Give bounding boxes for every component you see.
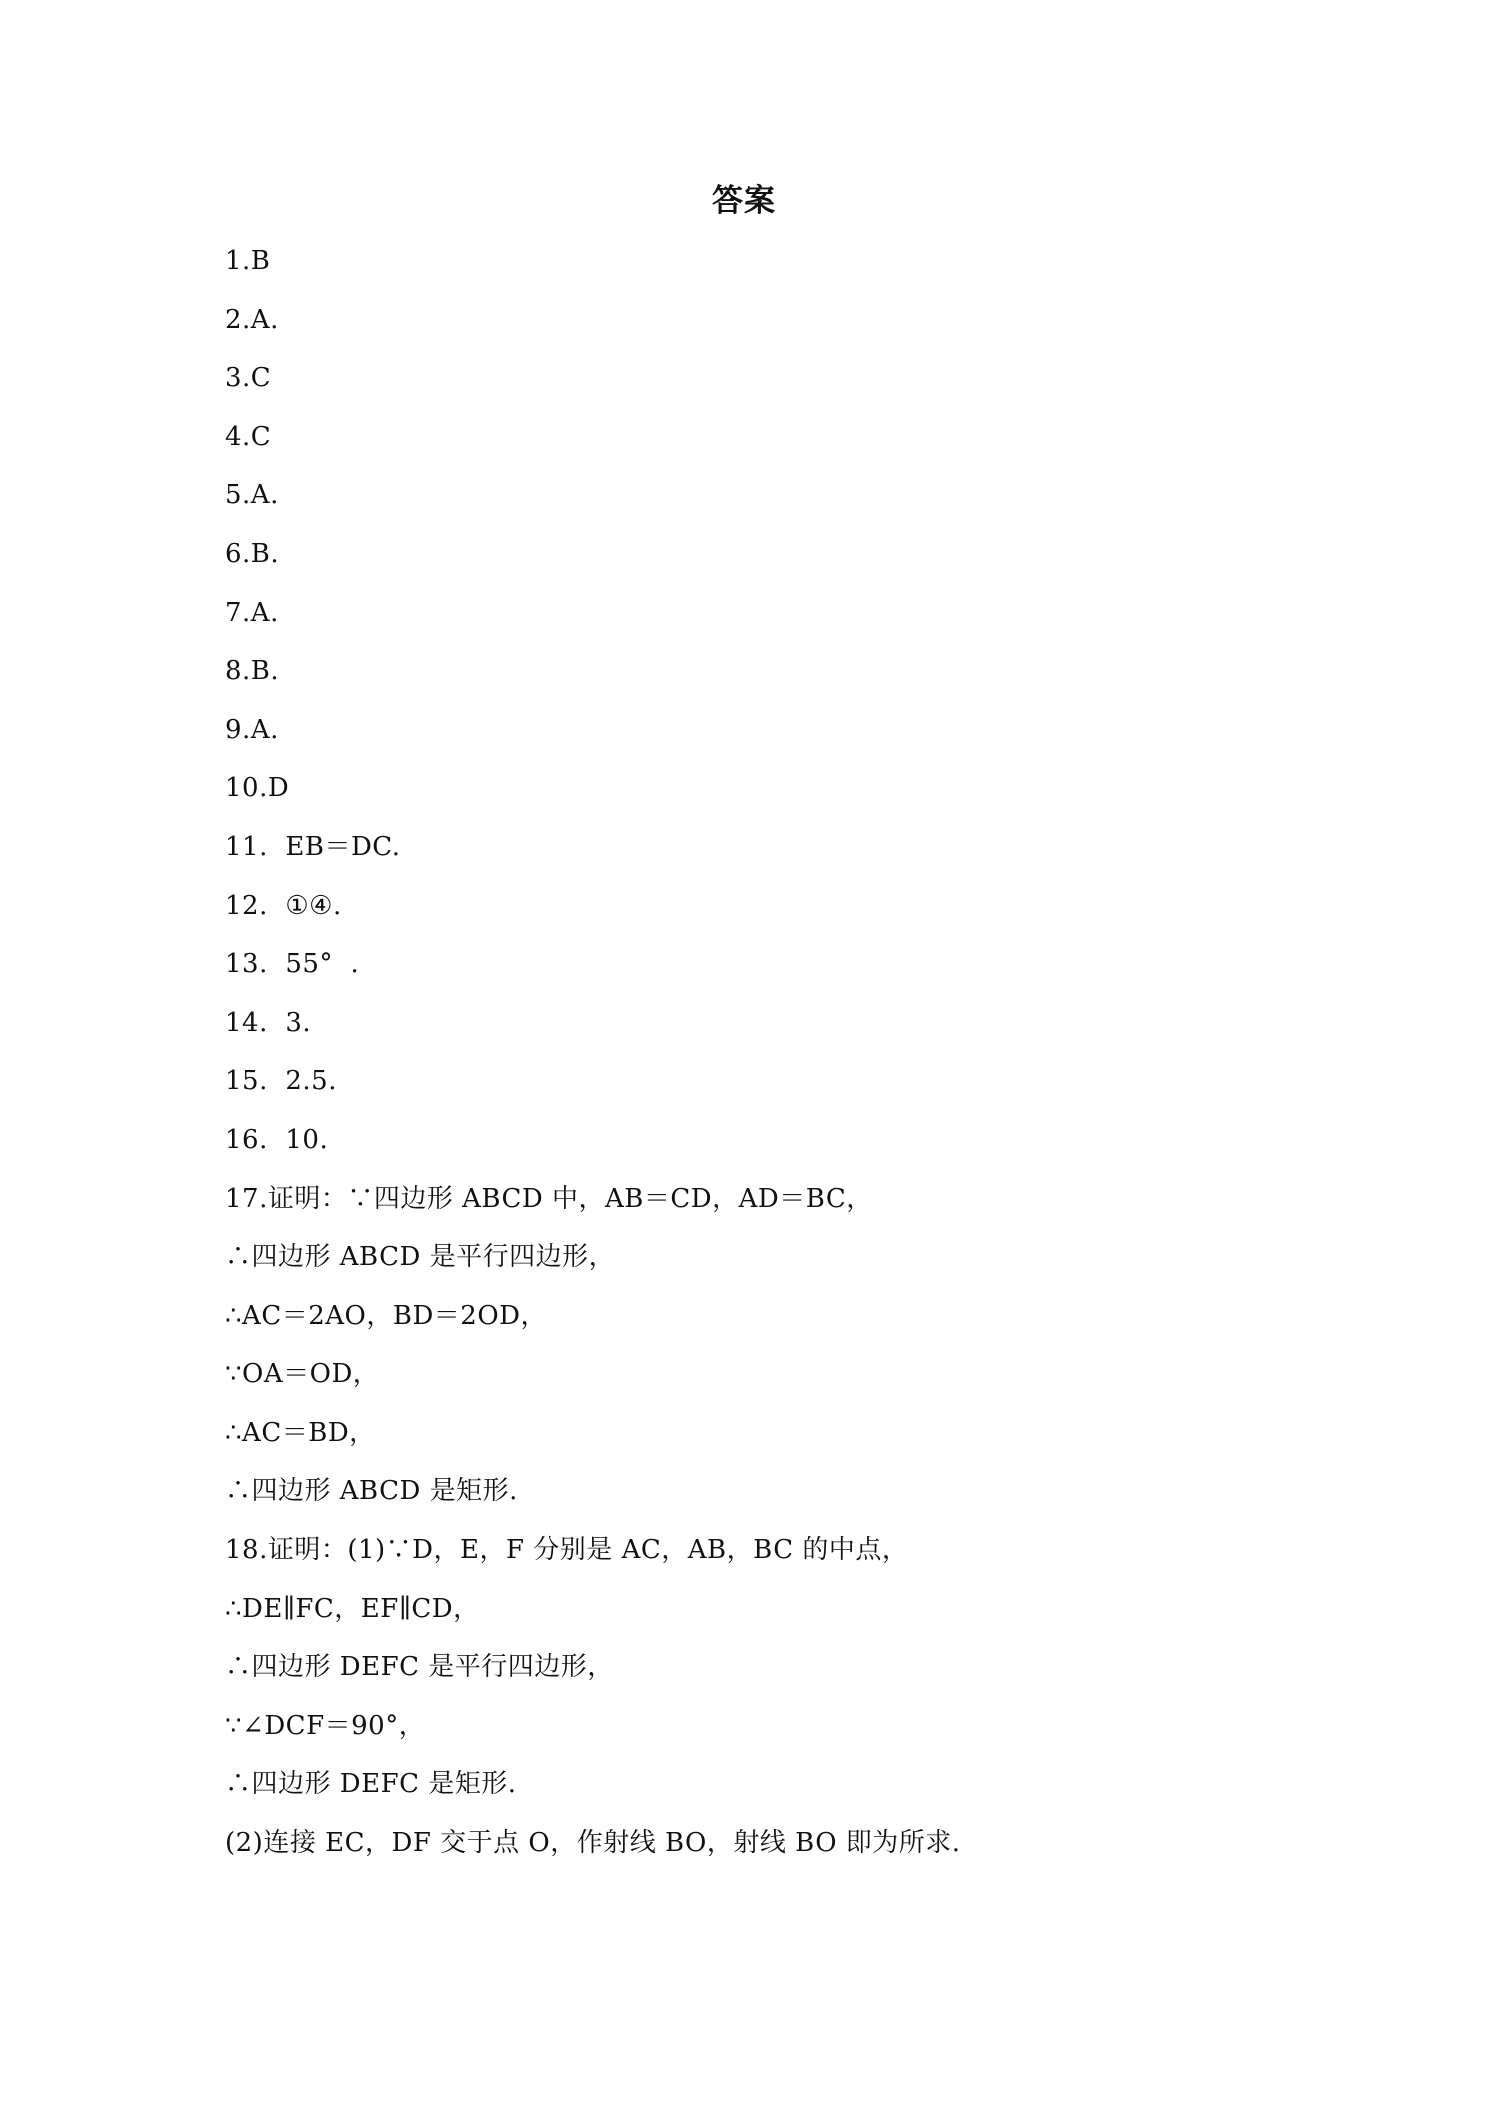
- answer-line: 4.C: [225, 421, 272, 452]
- proof-line: (2)连接 EC，DF 交于点 O，作射线 BO，射线 BO 即为所求.: [225, 1828, 961, 1859]
- answer-line: 15. 2.5.: [225, 1066, 337, 1097]
- proof-line: 17.证明：∵四边形 ABCD 中，AB＝CD，AD＝BC，: [225, 1183, 873, 1214]
- answer-line: 5.A.: [225, 480, 279, 511]
- proof-line: ∴四边形 DEFC 是矩形.: [225, 1769, 517, 1800]
- answer-line: 11. EB＝DC.: [225, 831, 401, 862]
- answer-line: 7.A.: [225, 597, 279, 628]
- answer-line: 6.B.: [225, 538, 280, 569]
- answer-line: 13. 55° .: [225, 949, 360, 980]
- answer-line: 14. 3.: [225, 1007, 312, 1038]
- answer-line: 2.A.: [225, 304, 279, 335]
- answer-line: 10.D: [225, 773, 290, 804]
- proof-line: ∵OA＝OD，: [225, 1359, 380, 1390]
- answer-list: [225, 232, 1305, 1873]
- proof-line: 18.证明：(1)∵D，E，F 分别是 AC，AB，BC 的中点，: [225, 1535, 909, 1566]
- proof-line: ∴四边形 DEFC 是平行四边形，: [225, 1652, 614, 1683]
- answer-line: 3.C: [225, 363, 272, 394]
- proof-line: ∴四边形 ABCD 是平行四边形，: [225, 1242, 616, 1273]
- proof-line: ∵∠DCF＝90°，: [225, 1710, 426, 1741]
- answer-line: 12. ①④.: [225, 890, 342, 921]
- proof-line: ∴AC＝BD，: [225, 1417, 376, 1448]
- answer-line: 1.B: [225, 246, 271, 276]
- proof-line: ∴四边形 ABCD 是矩形.: [225, 1476, 518, 1507]
- proof-line: ∴AC＝2AO，BD＝2OD，: [225, 1300, 548, 1331]
- answer-line: 8.B.: [225, 656, 280, 687]
- answer-line: 9.A.: [225, 714, 279, 745]
- proof-line: ∴DE∥FC，EF∥CD，: [225, 1593, 480, 1624]
- page-title: 答案: [712, 183, 776, 219]
- answer-line: 16. 10.: [225, 1124, 329, 1155]
